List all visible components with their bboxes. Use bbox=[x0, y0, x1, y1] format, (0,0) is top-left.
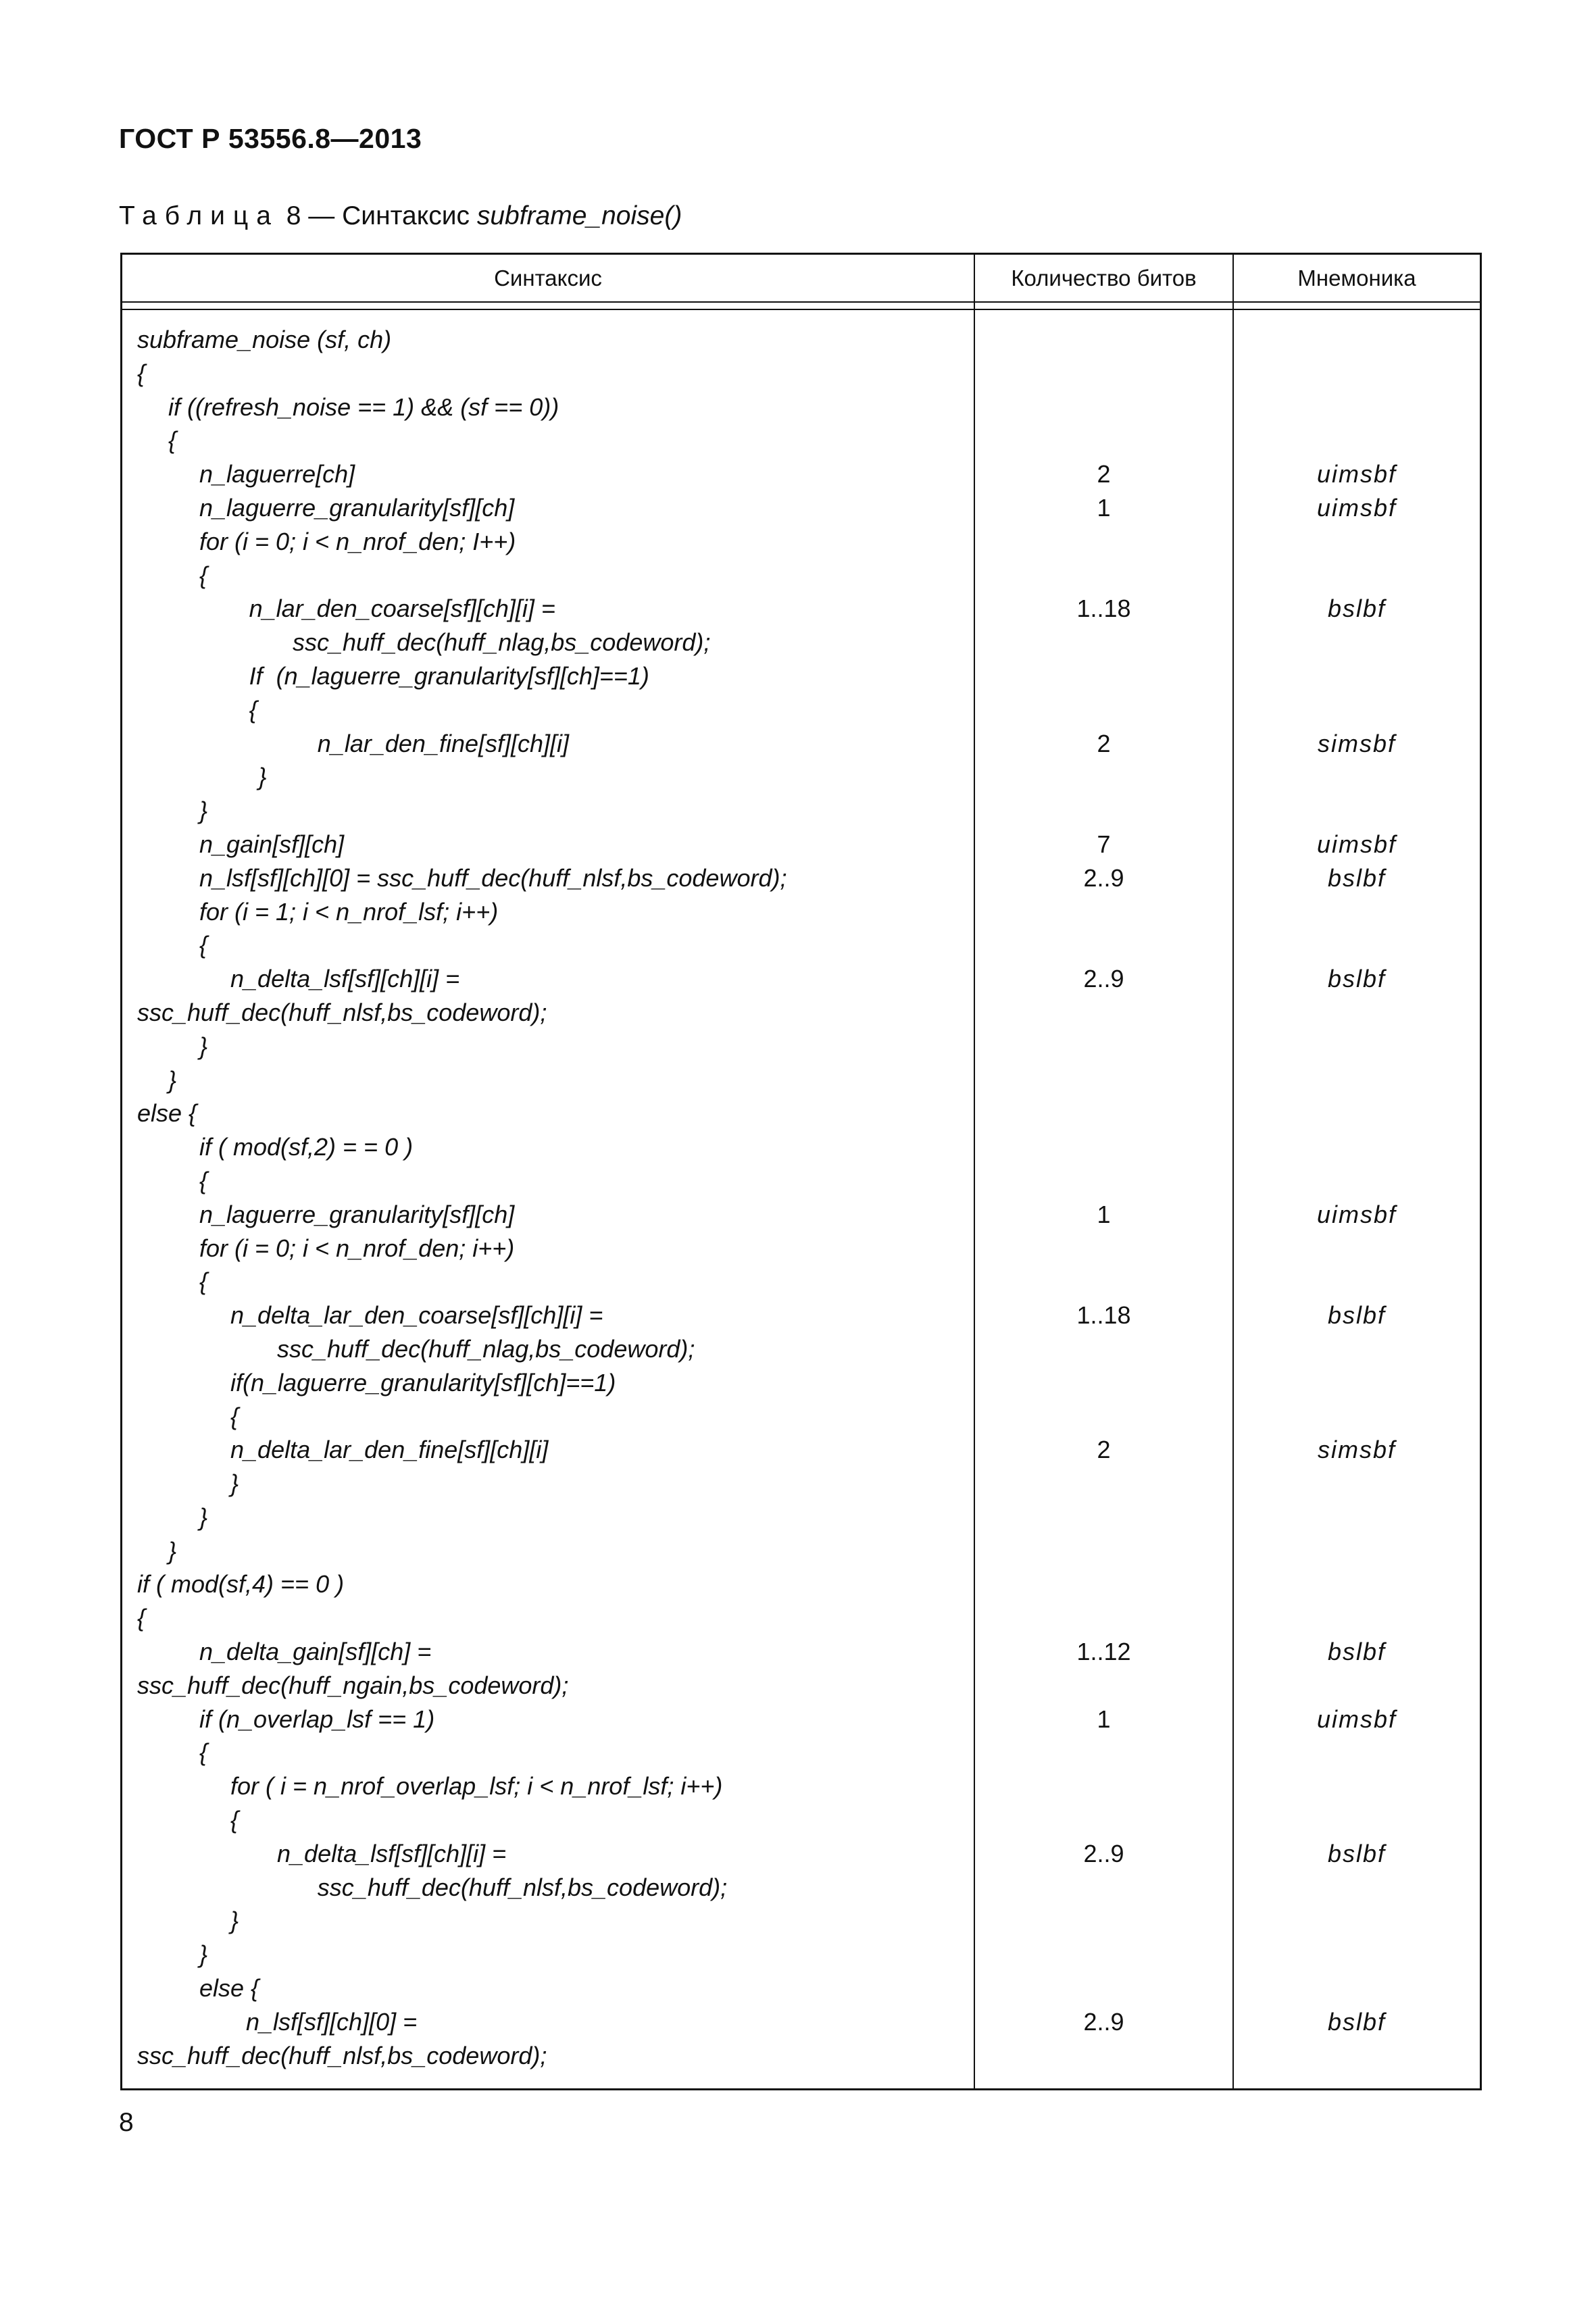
table-row bbox=[122, 525, 1480, 559]
bits-cell: 2 bbox=[1097, 729, 1111, 757]
syntax-cell: if ( mod(sf,2) = = 0 ) bbox=[199, 1133, 414, 1161]
table-row bbox=[122, 1669, 1480, 1703]
table-row bbox=[122, 2005, 1480, 2039]
syntax-cell: { bbox=[199, 1166, 208, 1194]
syntax-cell: n_laguerre[ch] bbox=[199, 460, 355, 488]
syntax-cell: n_delta_lsf[sf][ch][i] = bbox=[230, 965, 460, 993]
table-row bbox=[122, 693, 1480, 727]
syntax-cell: n_gain[sf][ch] bbox=[199, 830, 345, 858]
syntax-cell: ssc_huff_dec(huff_nlag,bs_codeword); bbox=[293, 628, 711, 657]
mnemonic-cell: uimsbf bbox=[1316, 1200, 1397, 1228]
syntax-cell: if ((refresh_noise == 1) && (sf == 0)) bbox=[168, 393, 559, 421]
table-row bbox=[122, 1030, 1480, 1063]
table-row bbox=[122, 1904, 1480, 1938]
table-row bbox=[122, 1164, 1480, 1198]
table-row bbox=[122, 559, 1480, 593]
bits-cell: 2 bbox=[1097, 460, 1111, 488]
table-row bbox=[122, 1433, 1480, 1467]
syntax-cell: ssc_huff_dec(huff_nlsf,bs_codeword); bbox=[317, 1873, 728, 1901]
syntax-cell: for ( i = n_nrof_overlap_lsf; i < n_nrof_lsf; i++) bbox=[230, 1772, 723, 1801]
table-row bbox=[122, 1703, 1480, 1736]
column-header-syntax: Синтаксис bbox=[494, 266, 602, 291]
syntax-cell: } bbox=[230, 1907, 239, 1935]
syntax-cell: } bbox=[168, 1536, 177, 1565]
syntax-cell: { bbox=[230, 1806, 239, 1834]
syntax-cell: { bbox=[249, 695, 257, 724]
table-row bbox=[122, 1871, 1480, 1905]
mnemonic-cell: bslbf bbox=[1327, 1301, 1387, 1330]
syntax-cell: } bbox=[230, 1469, 239, 1498]
syntax-table bbox=[120, 253, 1482, 2090]
mnemonic-cell: uimsbf bbox=[1316, 493, 1397, 522]
syntax-cell: else { bbox=[137, 1099, 197, 1128]
syntax-cell: n_delta_lar_den_coarse[sf][ch][i] = bbox=[230, 1301, 603, 1330]
syntax-cell: If (n_laguerre_granularity[sf][ch]==1) bbox=[249, 661, 649, 690]
mnemonic-cell: bslbf bbox=[1327, 965, 1387, 993]
mnemonic-cell: bslbf bbox=[1327, 2007, 1387, 2036]
table-row bbox=[122, 357, 1480, 391]
syntax-cell: n_delta_lar_den_fine[sf][ch][i] bbox=[230, 1436, 549, 1464]
table-caption-function: subframe_noise() bbox=[476, 201, 682, 230]
table-row bbox=[122, 1837, 1480, 1871]
table-row bbox=[122, 1299, 1480, 1332]
table-row bbox=[122, 491, 1480, 525]
table-row bbox=[122, 1366, 1480, 1400]
bits-cell: 1 bbox=[1097, 1200, 1111, 1228]
table-row bbox=[122, 895, 1480, 929]
syntax-cell: { bbox=[199, 931, 208, 959]
table-row bbox=[122, 457, 1480, 491]
syntax-cell: n_delta_gain[sf][ch] = bbox=[199, 1638, 432, 1666]
mnemonic-cell: bslbf bbox=[1327, 595, 1387, 623]
table-row bbox=[122, 1332, 1480, 1366]
mnemonic-cell: uimsbf bbox=[1316, 460, 1397, 488]
syntax-cell: } bbox=[199, 1503, 208, 1531]
table-row bbox=[122, 1232, 1480, 1265]
mnemonic-cell: bslbf bbox=[1327, 863, 1387, 892]
mnemonic-cell: uimsbf bbox=[1316, 830, 1397, 858]
table-row bbox=[122, 1501, 1480, 1534]
table-body bbox=[122, 323, 1480, 2072]
column-header-mnemonic: Мнемоника bbox=[1297, 266, 1416, 291]
bits-cell: 2..9 bbox=[1083, 863, 1124, 892]
header-rule bbox=[122, 309, 1480, 310]
column-header-bits: Количество битов bbox=[1011, 266, 1197, 291]
table-row bbox=[122, 996, 1480, 1030]
syntax-cell: { bbox=[137, 359, 146, 387]
page-number: 8 bbox=[119, 2108, 134, 2137]
syntax-cell: { bbox=[199, 561, 208, 589]
syntax-cell: ssc_huff_dec(huff_nlsf,bs_codeword); bbox=[137, 2041, 547, 2069]
bits-cell: 2..9 bbox=[1083, 965, 1124, 993]
syntax-cell: } bbox=[168, 1065, 177, 1094]
syntax-cell: for (i = 0; i < n_nrof_den; i++) bbox=[199, 1234, 515, 1262]
table-row bbox=[122, 1063, 1480, 1097]
table-row bbox=[122, 391, 1480, 424]
table-row bbox=[122, 592, 1480, 626]
mnemonic-cell: simsbf bbox=[1317, 729, 1396, 757]
mnemonic-cell: bslbf bbox=[1327, 1638, 1387, 1666]
table-row bbox=[122, 626, 1480, 659]
syntax-cell: if ( mod(sf,4) == 0 ) bbox=[137, 1570, 345, 1599]
table-row bbox=[122, 760, 1480, 794]
table-caption-prefix: Таблица bbox=[119, 201, 279, 230]
syntax-cell: n_lar_den_coarse[sf][ch][i] = bbox=[249, 595, 555, 623]
syntax-cell: n_lsf[sf][ch][0] = bbox=[246, 2007, 418, 2036]
syntax-cell: if (n_overlap_lsf == 1) bbox=[199, 1705, 435, 1733]
bits-cell: 1..18 bbox=[1076, 595, 1131, 623]
table-row bbox=[122, 659, 1480, 693]
bits-cell: 2..9 bbox=[1083, 2007, 1124, 2036]
document-header: ГОСТ Р 53556.8—2013 bbox=[119, 123, 422, 154]
syntax-cell: ssc_huff_dec(huff_ngain,bs_codeword); bbox=[137, 1671, 569, 1699]
bits-cell: 1 bbox=[1097, 1705, 1111, 1733]
syntax-cell: { bbox=[230, 1402, 239, 1430]
table-row bbox=[122, 962, 1480, 996]
table-row bbox=[122, 1635, 1480, 1669]
syntax-cell: n_lar_den_fine[sf][ch][i] bbox=[317, 729, 570, 757]
syntax-cell: } bbox=[199, 797, 208, 825]
syntax-cell: n_delta_lsf[sf][ch][i] = bbox=[277, 1839, 507, 1867]
syntax-cell: { bbox=[199, 1738, 208, 1767]
table-row bbox=[122, 794, 1480, 828]
table-row bbox=[122, 1971, 1480, 2005]
syntax-cell: } bbox=[199, 1032, 208, 1060]
syntax-cell: subframe_noise (sf, ch) bbox=[137, 326, 392, 353]
table-row bbox=[122, 1803, 1480, 1837]
syntax-cell: n_laguerre_granularity[sf][ch] bbox=[199, 493, 515, 522]
syntax-cell: { bbox=[168, 426, 177, 455]
table-row bbox=[122, 828, 1480, 861]
header-rule bbox=[122, 301, 1480, 303]
bits-cell: 1 bbox=[1097, 493, 1111, 522]
syntax-cell: for (i = 1; i < n_nrof_lsf; i++) bbox=[199, 897, 499, 926]
syntax-cell: if(n_laguerre_granularity[sf][ch]==1) bbox=[230, 1368, 616, 1397]
syntax-cell: { bbox=[199, 1267, 208, 1296]
mnemonic-cell: bslbf bbox=[1327, 1839, 1387, 1867]
bits-cell: 1..18 bbox=[1076, 1301, 1131, 1330]
table-row bbox=[122, 1400, 1480, 1434]
syntax-cell: ssc_huff_dec(huff_nlag,bs_codeword); bbox=[277, 1334, 695, 1363]
table-row bbox=[122, 861, 1480, 895]
syntax-cell: else { bbox=[199, 1974, 259, 2003]
syntax-cell: n_laguerre_granularity[sf][ch] bbox=[199, 1200, 515, 1228]
table-row bbox=[122, 1769, 1480, 1803]
table-row bbox=[122, 424, 1480, 457]
syntax-cell: ssc_huff_dec(huff_nlsf,bs_codeword); bbox=[137, 998, 547, 1026]
table-row bbox=[122, 1567, 1480, 1601]
table-row bbox=[122, 1534, 1480, 1568]
table-row bbox=[122, 1601, 1480, 1635]
table-row bbox=[122, 928, 1480, 962]
table-caption-title: 8 — Синтаксис bbox=[278, 201, 477, 230]
syntax-cell: n_lsf[sf][ch][0] = ssc_huff_dec(huff_nlsf,bs_codeword); bbox=[199, 863, 787, 892]
table-row bbox=[122, 1097, 1480, 1130]
syntax-cell: for (i = 0; i < n_nrof_den; I++) bbox=[199, 527, 516, 555]
table-row bbox=[122, 1265, 1480, 1299]
table-row bbox=[122, 1198, 1480, 1232]
table-row bbox=[122, 1938, 1480, 1971]
bits-cell: 1..12 bbox=[1076, 1638, 1131, 1666]
mnemonic-cell: uimsbf bbox=[1316, 1705, 1397, 1733]
table-row bbox=[122, 727, 1480, 761]
table-caption bbox=[119, 201, 682, 231]
bits-cell: 2 bbox=[1097, 1436, 1111, 1464]
table-row bbox=[122, 1736, 1480, 1769]
bits-cell: 2..9 bbox=[1083, 1839, 1124, 1867]
table-row bbox=[122, 1130, 1480, 1164]
table-row bbox=[122, 1467, 1480, 1501]
syntax-cell: } bbox=[199, 1940, 208, 1969]
table-row bbox=[122, 2039, 1480, 2073]
table-row bbox=[122, 323, 1480, 357]
syntax-cell: } bbox=[258, 763, 267, 791]
syntax-cell: { bbox=[137, 1604, 146, 1632]
mnemonic-cell: simsbf bbox=[1317, 1436, 1396, 1464]
bits-cell: 7 bbox=[1097, 830, 1111, 858]
